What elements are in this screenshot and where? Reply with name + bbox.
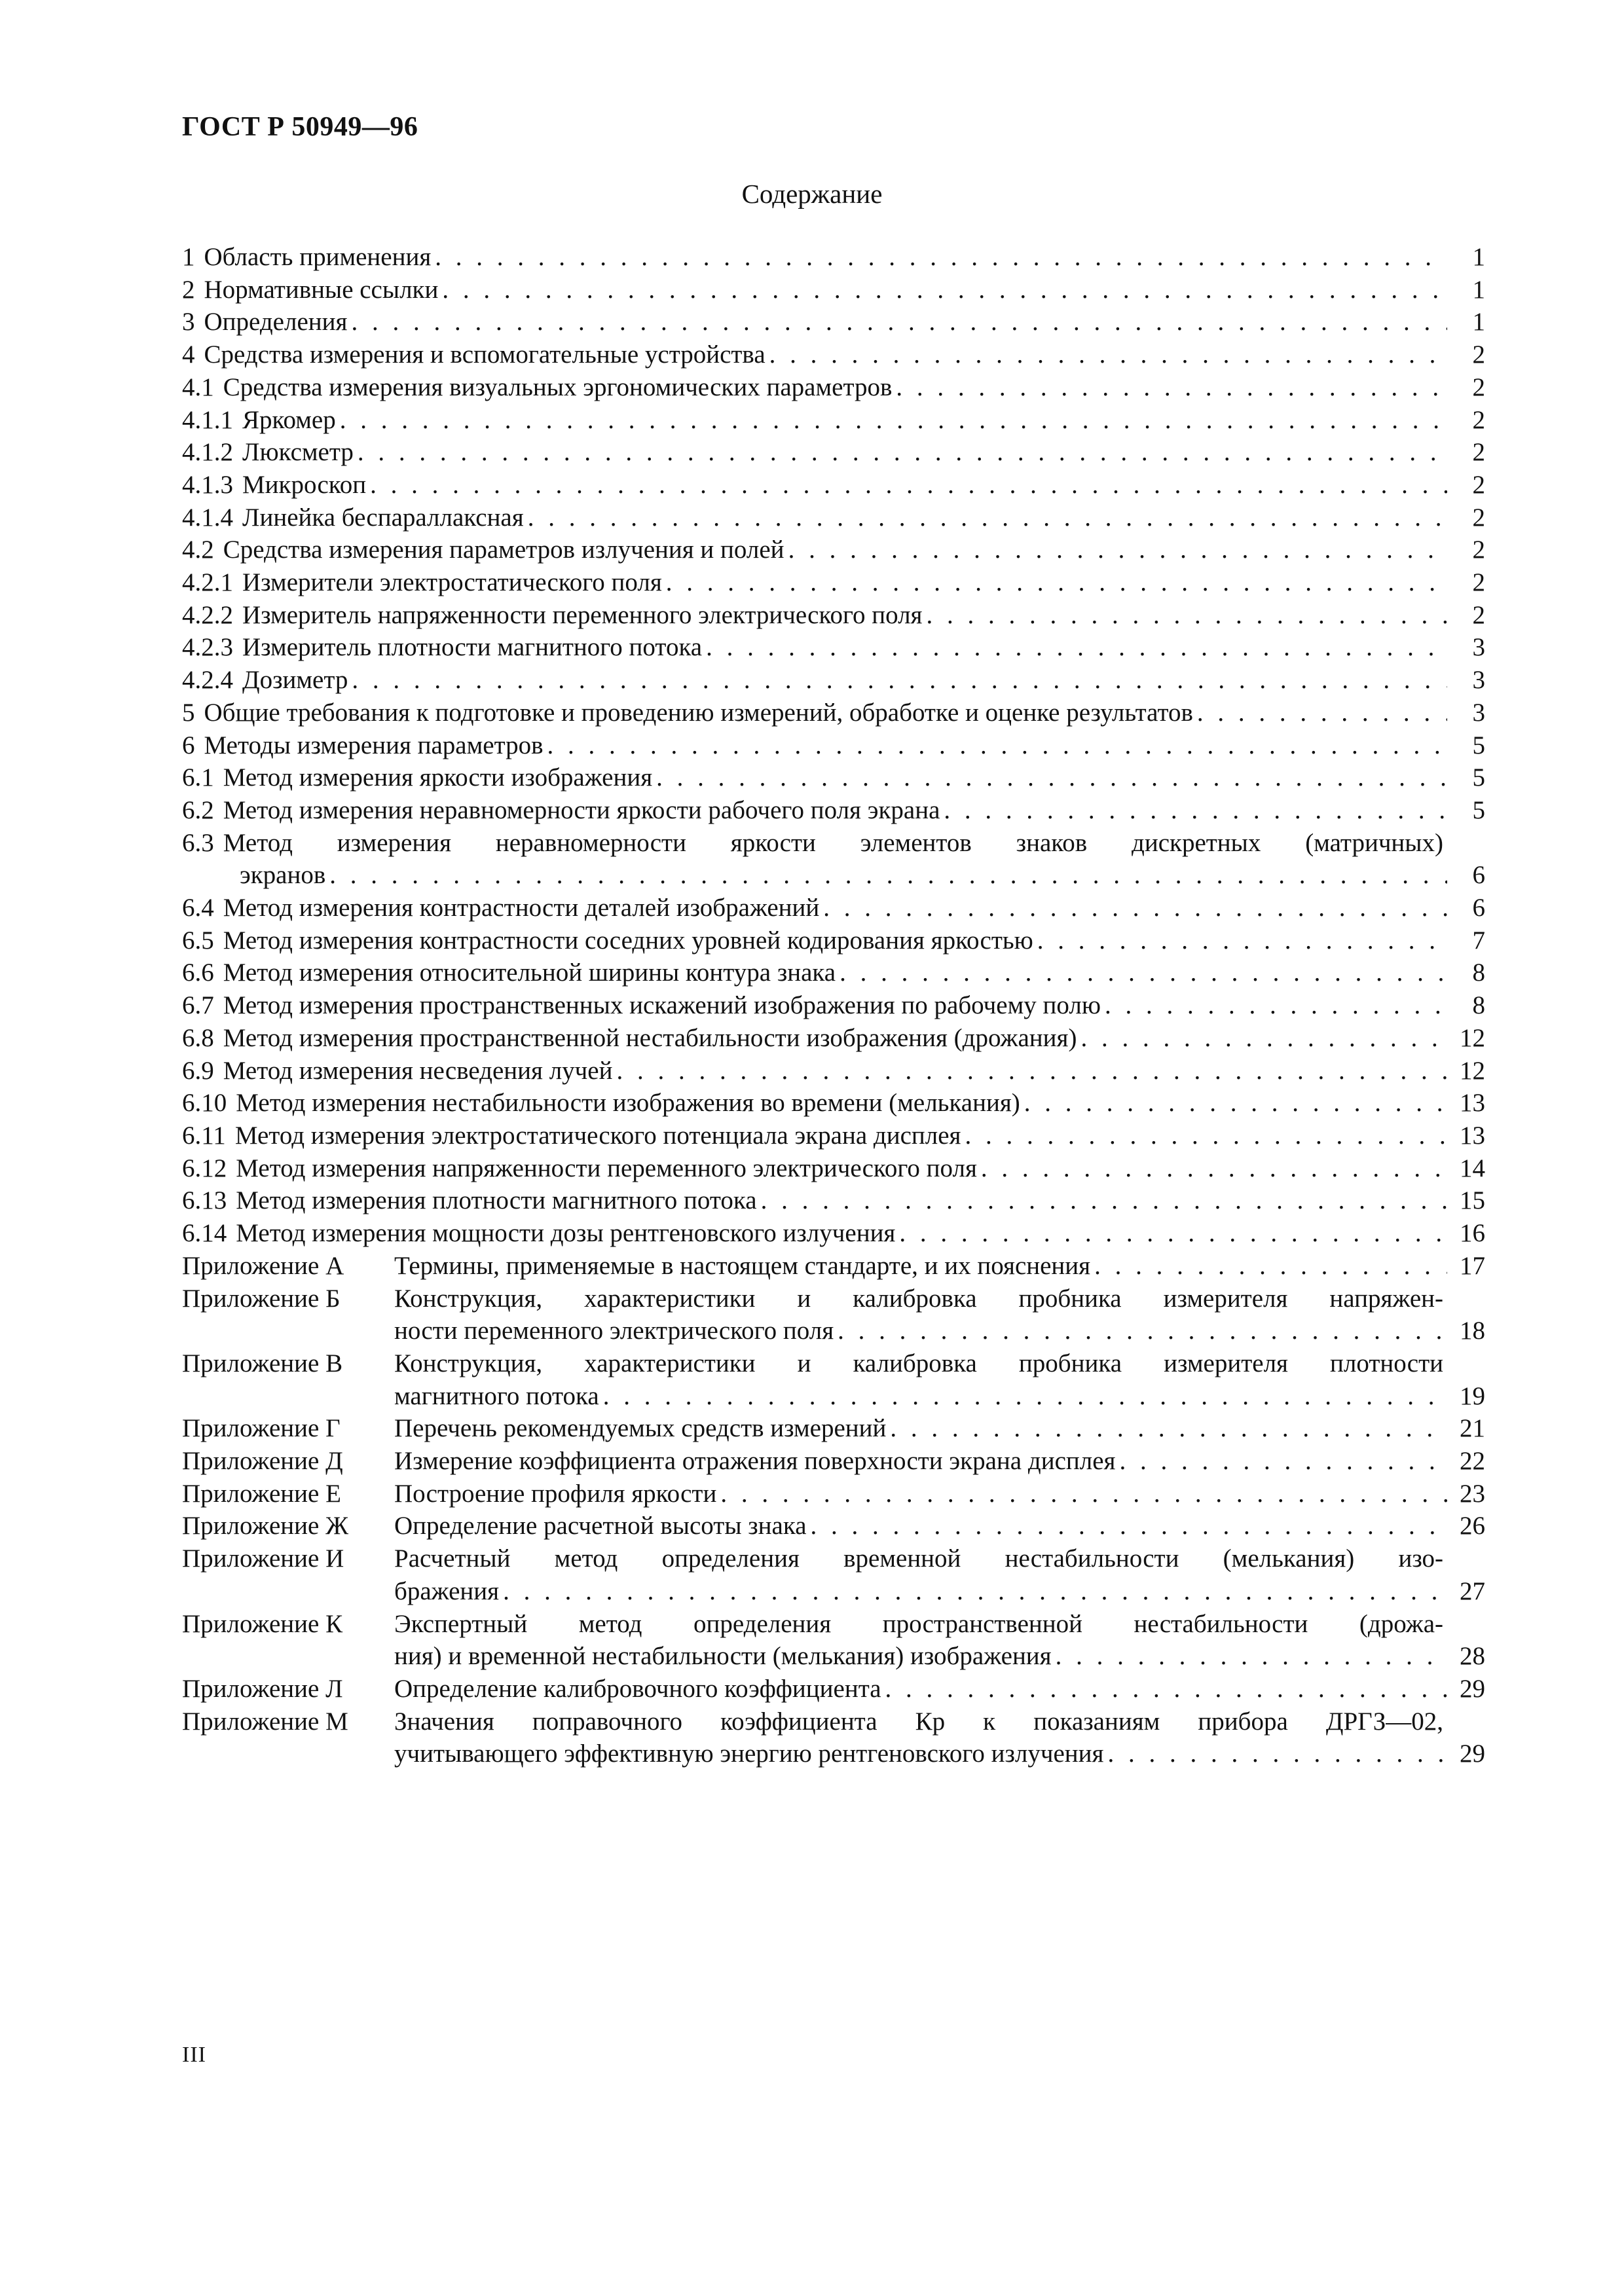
toc-entry-page: 2 — [1472, 568, 1485, 597]
dot-leader — [1037, 924, 1447, 957]
appendix-page: 18 — [1460, 1317, 1485, 1345]
appendix-title-continued: ния) и временной нестабильности (мелькания) изображения — [394, 1642, 1052, 1671]
dot-leader — [981, 1152, 1447, 1185]
appendix-page: 23 — [1460, 1479, 1485, 1508]
toc-entry — [182, 436, 1485, 469]
toc-entry — [182, 566, 1485, 599]
toc-entry-page: 14 — [1460, 1154, 1485, 1182]
dot-leader — [1094, 1250, 1447, 1283]
toc-entry — [182, 989, 1485, 1022]
appendix-label: Приложение Г — [182, 1414, 341, 1443]
toc-entry-number: 6.13 — [182, 1186, 227, 1215]
appendix-title: Конструкция, характеристики и калибровка пробника измерителя плотности — [394, 1349, 1443, 1377]
document-code: ГОСТ Р 50949—96 — [182, 112, 418, 142]
toc-entry-number: 4.1.2 — [182, 438, 233, 467]
dot-leader — [340, 404, 1447, 437]
appendix-label: Приложение М — [182, 1707, 348, 1736]
toc-entry-page: 2 — [1472, 438, 1485, 467]
toc-entry-title: Метод измерения мощности дозы рентгеновского излучения — [236, 1219, 896, 1248]
appendix-page: 29 — [1460, 1674, 1485, 1703]
dot-leader — [788, 534, 1447, 566]
dot-leader — [442, 274, 1447, 306]
toc-entry — [182, 794, 1485, 827]
toc-entry-page: 7 — [1472, 926, 1485, 955]
toc-entry-number: 2 — [182, 275, 195, 304]
toc-entry-number: 4.2 — [182, 536, 214, 564]
toc-entry — [182, 1152, 1485, 1185]
dot-leader — [1108, 1738, 1448, 1770]
toc-entry-page: 5 — [1472, 795, 1485, 824]
toc-entry-title: Метод измерения яркости изображения — [223, 763, 653, 792]
toc-entry-page: 2 — [1472, 373, 1485, 401]
appendix-title-continued: учитывающего эффективную энергию рентгеновского излучения — [394, 1740, 1104, 1768]
toc-entry — [182, 404, 1485, 437]
toc-entry — [182, 599, 1485, 632]
toc-entry-title: Нормативные ссылки — [204, 275, 439, 304]
toc-entry-title: Метод измерения электростатического потенциала экрана дисплея — [234, 1121, 961, 1150]
toc-entry-title: Метод измерения пространственных искажений изображения по рабочему полю — [223, 991, 1101, 1020]
toc-entry — [182, 892, 1485, 924]
toc-entry-title: Метод измерения неравномерности яркости элементов знаков дискретных (матричных) — [223, 828, 1443, 857]
toc-entry-page: 15 — [1460, 1186, 1485, 1215]
toc-appendix-entry — [182, 1445, 1485, 1478]
toc-title: Содержание — [741, 179, 883, 209]
toc-entry-title: Линейка беспараллаксная — [242, 503, 524, 532]
dot-leader — [720, 1478, 1447, 1510]
toc-entry-number: 6 — [182, 731, 195, 759]
dot-leader — [944, 794, 1447, 827]
toc-entry — [182, 1087, 1485, 1120]
toc-entry-number: 3 — [182, 308, 195, 337]
dot-leader — [329, 859, 1447, 892]
toc-entry-page: 5 — [1472, 763, 1485, 792]
dot-leader — [528, 501, 1447, 534]
toc-entry — [182, 306, 1485, 338]
toc-entry — [182, 1055, 1485, 1087]
toc-entry-number: 1 — [182, 243, 195, 271]
appendix-label: Приложение А — [182, 1251, 344, 1280]
dot-leader — [656, 761, 1447, 794]
appendix-label: Приложение Ж — [182, 1512, 349, 1540]
appendix-label: Приложение Б — [182, 1284, 341, 1313]
dot-leader — [896, 371, 1447, 404]
toc-entry-number: 4.2.3 — [182, 633, 233, 662]
dot-leader — [616, 1055, 1447, 1087]
toc-entry-title: Метод измерения неравномерности яркости рабочего поля экрана — [223, 795, 940, 824]
toc-entry-page: 2 — [1472, 503, 1485, 532]
appendix-page: 29 — [1460, 1740, 1485, 1768]
dot-leader — [885, 1673, 1447, 1705]
dot-leader — [503, 1575, 1447, 1608]
toc-entry-title-continued: экранов — [240, 861, 326, 890]
dot-leader — [1119, 1445, 1447, 1478]
toc-entry-number: 4.1.3 — [182, 470, 233, 499]
toc-entry-page: 2 — [1472, 536, 1485, 564]
toc-entry-page: 1 — [1472, 308, 1485, 337]
toc-entry-page: 8 — [1472, 958, 1485, 987]
toc-entry-title: Дозиметр — [242, 666, 348, 695]
toc-entry-page: 1 — [1472, 275, 1485, 304]
appendix-label: Приложение В — [182, 1349, 343, 1377]
toc-entry — [182, 631, 1485, 664]
toc-entry-title: Метод измерения контрастности соседних уровней кодирования яркостью — [223, 926, 1033, 955]
toc-entry-title: Метод измерения напряженности переменного электрического поля — [236, 1154, 977, 1182]
appendix-page: 28 — [1460, 1642, 1485, 1671]
appendix-page: 22 — [1460, 1447, 1485, 1476]
dot-leader — [1080, 1022, 1447, 1055]
toc-entry-number: 4.2.2 — [182, 600, 233, 629]
appendix-label: Приложение К — [182, 1609, 343, 1638]
toc-entry — [182, 957, 1485, 989]
toc-entry — [182, 338, 1485, 371]
toc-entry-page: 3 — [1472, 633, 1485, 662]
dot-leader — [435, 241, 1447, 274]
toc-entry — [182, 1022, 1485, 1055]
toc-appendix-entry — [182, 1250, 1485, 1283]
appendix-page: 27 — [1460, 1576, 1485, 1605]
toc-entry-title: Метод измерения нестабильности изображения во времени (мелькания) — [236, 1089, 1020, 1118]
dot-leader — [358, 436, 1447, 469]
toc-entry-title: Средства измерения визуальных эргономических параметров — [223, 373, 893, 401]
appendix-title-continued: магнитного потока — [394, 1381, 599, 1410]
toc-entry-number: 4.2.1 — [182, 568, 233, 597]
appendix-title: Определение калибровочного коэффициента — [394, 1674, 881, 1703]
toc-entry — [182, 241, 1485, 274]
toc-entry-number: 6.11 — [182, 1121, 226, 1150]
toc-entry-number: 6.1 — [182, 763, 214, 792]
toc-entry — [182, 1120, 1485, 1152]
dot-leader — [352, 664, 1447, 697]
toc-entry-page: 2 — [1472, 340, 1485, 369]
toc-entry-page: 12 — [1460, 1023, 1485, 1052]
toc-entry-page: 16 — [1460, 1219, 1485, 1248]
toc-appendix-entry — [182, 1542, 1485, 1607]
toc-entry-title: Методы измерения параметров — [204, 731, 544, 759]
toc-entry-number: 4.1.4 — [182, 503, 233, 532]
toc-appendix-entry — [182, 1478, 1485, 1510]
toc-entry-title: Люксметр — [242, 438, 354, 467]
toc-entry-page: 13 — [1460, 1121, 1485, 1150]
toc-entry-title: Средства измерения и вспомогательные устройства — [204, 340, 766, 369]
dot-leader — [965, 1120, 1448, 1152]
toc-entry-title: Метод измерения относительной ширины контура знака — [223, 958, 836, 987]
dot-leader — [1197, 697, 1447, 729]
table-of-contents — [182, 241, 1485, 1770]
appendix-title: Расчетный метод определения временной нестабильности (мелькания) изо- — [394, 1544, 1443, 1573]
toc-entry-number: 4.1.1 — [182, 405, 233, 434]
dot-leader — [1056, 1640, 1447, 1673]
dot-leader — [890, 1412, 1447, 1445]
toc-entry-title: Яркомер — [242, 405, 336, 434]
toc-entry-number: 6.14 — [182, 1219, 227, 1248]
toc-entry — [182, 729, 1485, 762]
toc-entry-page: 8 — [1472, 991, 1485, 1020]
toc-entry-number: 6.12 — [182, 1154, 227, 1182]
toc-appendix-entry — [182, 1283, 1485, 1347]
toc-entry — [182, 664, 1485, 697]
appendix-title-continued: бражения — [394, 1576, 500, 1605]
toc-entry — [182, 371, 1485, 404]
toc-entry-page: 3 — [1472, 698, 1485, 727]
toc-entry-title: Измеритель плотности магнитного потока — [242, 633, 703, 662]
toc-entry-title: Общие требования к подготовке и проведению измерений, обработке и оценке результатов — [204, 698, 1193, 727]
toc-appendix-entry — [182, 1608, 1485, 1673]
toc-entry — [182, 469, 1485, 501]
toc-entry-number: 4.1 — [182, 373, 214, 401]
toc-entry — [182, 827, 1485, 892]
toc-entry-number: 4.2.4 — [182, 666, 233, 695]
appendix-page: 21 — [1460, 1414, 1485, 1443]
appendix-label: Приложение Е — [182, 1479, 341, 1508]
appendix-label: Приложение Д — [182, 1447, 343, 1476]
dot-leader — [926, 599, 1447, 632]
toc-entry-page: 5 — [1472, 731, 1485, 759]
toc-appendix-entry — [182, 1705, 1485, 1770]
toc-entry — [182, 697, 1485, 729]
dot-leader — [838, 1315, 1447, 1347]
dot-leader — [706, 631, 1447, 664]
dot-leader — [1024, 1087, 1447, 1120]
dot-leader — [370, 469, 1447, 501]
appendix-title: Построение профиля яркости — [394, 1479, 717, 1508]
toc-entry-number: 6.3 — [182, 828, 214, 857]
toc-entry-title: Измеритель напряженности переменного электрического поля — [242, 600, 923, 629]
toc-entry-page: 2 — [1472, 470, 1485, 499]
toc-entry-page: 6 — [1472, 861, 1485, 890]
toc-entry-number: 6.6 — [182, 958, 214, 987]
toc-entry — [182, 274, 1485, 306]
dot-leader — [840, 957, 1447, 989]
dot-leader — [769, 338, 1447, 371]
toc-entry-page: 13 — [1460, 1089, 1485, 1118]
toc-entry — [182, 761, 1485, 794]
dot-leader — [603, 1380, 1447, 1413]
toc-entry — [182, 501, 1485, 534]
toc-entry-number: 6.2 — [182, 795, 214, 824]
dot-leader — [899, 1217, 1447, 1250]
toc-appendix-entry — [182, 1673, 1485, 1705]
dot-leader — [761, 1184, 1447, 1217]
toc-entry-title: Метод измерения плотности магнитного потока — [236, 1186, 757, 1215]
appendix-page: 19 — [1460, 1381, 1485, 1410]
toc-appendix-entry — [182, 1510, 1485, 1542]
page-number: III — [182, 2043, 206, 2067]
dot-leader — [1105, 989, 1447, 1022]
appendix-title: Экспертный метод определения пространственной нестабильности (дрожа- — [394, 1609, 1443, 1638]
toc-appendix-entry — [182, 1412, 1485, 1445]
appendix-title: Значения поправочного коэффициента Кр к показаниям прибора ДРГЗ—02, — [394, 1707, 1443, 1736]
toc-entry-number: 5 — [182, 698, 195, 727]
appendix-title: Термины, применяемые в настоящем стандарте, и их пояснения — [394, 1251, 1091, 1280]
toc-entry — [182, 924, 1485, 957]
toc-entry-title: Метод измерения пространственной нестабильности изображения (дрожания) — [223, 1023, 1077, 1052]
toc-entry-number: 6.5 — [182, 926, 214, 955]
appendix-title: Определение расчетной высоты знака — [394, 1512, 807, 1540]
toc-entry — [182, 1184, 1485, 1217]
appendix-page: 17 — [1460, 1251, 1485, 1280]
appendix-title: Перечень рекомендуемых средств измерений — [394, 1414, 887, 1443]
dot-leader — [811, 1510, 1447, 1542]
toc-entry-number: 6.10 — [182, 1089, 227, 1118]
toc-entry-number: 4 — [182, 340, 195, 369]
toc-entry-title: Область применения — [204, 243, 432, 271]
appendix-title: Конструкция, характеристики и калибровка пробника измерителя напряжен- — [394, 1284, 1443, 1313]
toc-entry-title: Средства измерения параметров излучения и полей — [223, 536, 784, 564]
appendix-page: 26 — [1460, 1512, 1485, 1540]
toc-entry — [182, 1217, 1485, 1250]
toc-entry-title: Определения — [204, 308, 348, 337]
dot-leader — [351, 306, 1447, 338]
toc-entry-title: Измерители электростатического поля — [242, 568, 662, 597]
toc-entry-number: 6.7 — [182, 991, 214, 1020]
toc-entry-page: 2 — [1472, 405, 1485, 434]
toc-entry-page: 6 — [1472, 894, 1485, 922]
toc-entry — [182, 534, 1485, 566]
toc-appendix-entry — [182, 1347, 1485, 1412]
toc-entry-number: 6.4 — [182, 894, 214, 922]
toc-entry-title: Микроскоп — [242, 470, 367, 499]
appendix-title: Измерение коэффициента отражения поверхности экрана дисплея — [394, 1447, 1116, 1476]
toc-entry-page: 12 — [1460, 1056, 1485, 1085]
appendix-label: Приложение И — [182, 1544, 344, 1573]
toc-entry-number: 6.9 — [182, 1056, 214, 1085]
toc-entry-page: 1 — [1472, 243, 1485, 271]
toc-entry-title: Метод измерения несведения лучей — [223, 1056, 613, 1085]
toc-entry-page: 2 — [1472, 600, 1485, 629]
appendix-title-continued: ности переменного электрического поля — [394, 1317, 834, 1345]
dot-leader — [666, 566, 1447, 599]
toc-entry-number: 6.8 — [182, 1023, 214, 1052]
toc-entry-page: 3 — [1472, 666, 1485, 695]
appendix-label: Приложение Л — [182, 1674, 343, 1703]
dot-leader — [823, 892, 1447, 924]
toc-entry-title: Метод измерения контрастности деталей изображений — [223, 894, 820, 922]
dot-leader — [547, 729, 1447, 762]
